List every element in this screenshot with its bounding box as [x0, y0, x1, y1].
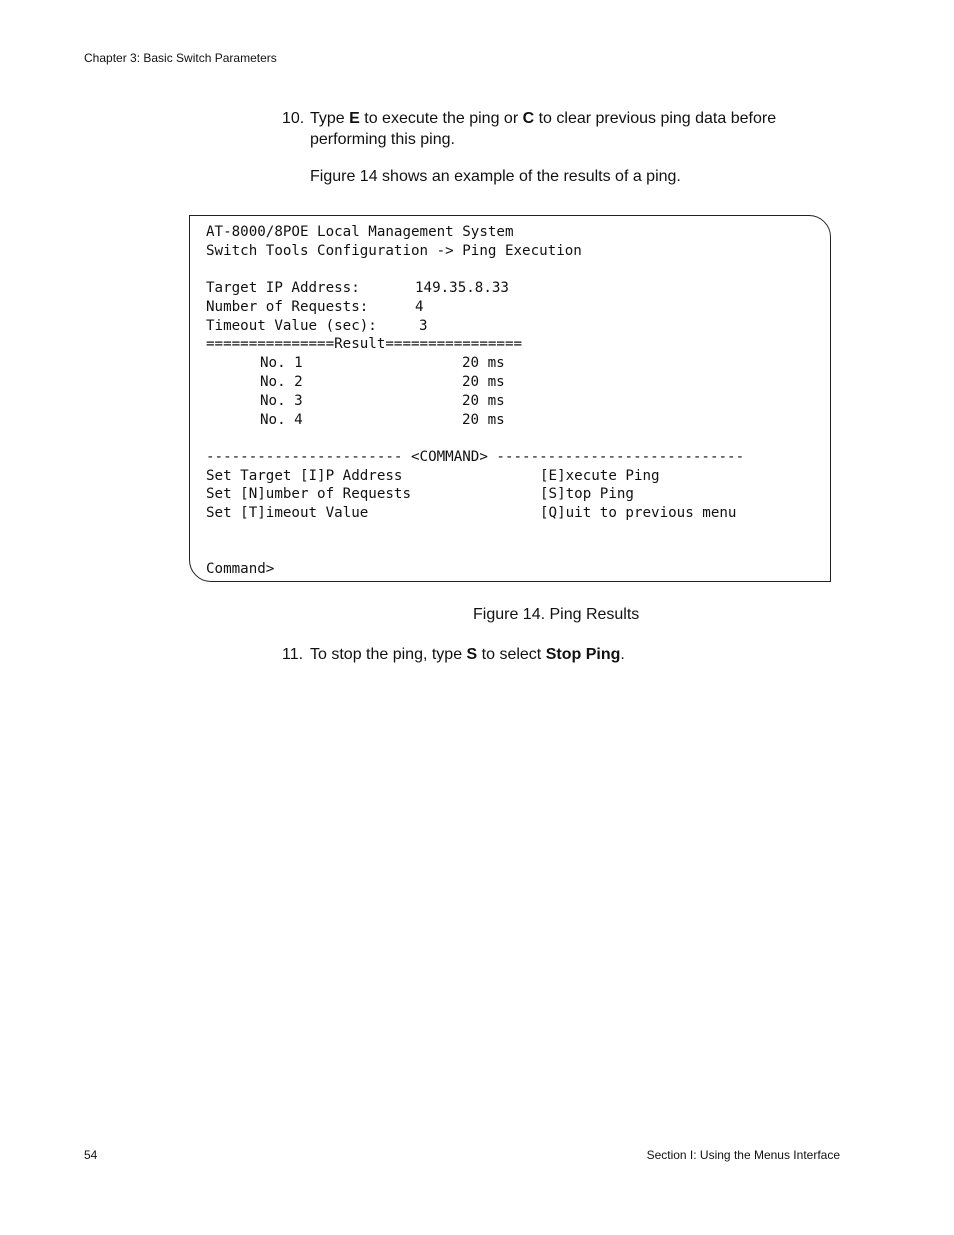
result-time: 20 ms: [462, 393, 505, 409]
command-divider: ----------------------- <COMMAND> -----------------------------: [206, 449, 745, 465]
result-divider: ===============Result================: [206, 336, 523, 352]
requests-value: 4: [415, 299, 424, 315]
result-no: No. 2: [260, 374, 303, 390]
step-10: [282, 108, 842, 150]
section-footer: Section I: Using the Menus Interface: [646, 1148, 840, 1162]
step-number: 11.: [282, 646, 304, 663]
timeout-value: 3: [419, 318, 428, 334]
menu-stop-ping[interactable]: [S]top Ping: [540, 486, 634, 502]
text-segment: to execute the ping or: [359, 110, 523, 127]
step-number: 10.: [282, 110, 305, 127]
result-no: No. 1: [260, 355, 303, 371]
terminal-subtitle: Switch Tools Configuration -> Ping Execution: [206, 243, 582, 259]
text-segment: Type: [310, 110, 350, 127]
step-text: [310, 108, 842, 150]
step-text: [310, 644, 842, 665]
terminal-title: AT-8000/8POE Local Management System: [206, 224, 514, 240]
key-e: E: [349, 110, 360, 127]
result-time: 20 ms: [462, 412, 505, 428]
result-time: 20 ms: [462, 355, 505, 371]
menu-execute-ping[interactable]: [E]xecute Ping: [540, 468, 660, 484]
menu-quit[interactable]: [Q]uit to previous menu: [540, 505, 737, 521]
figure-caption: Figure 14. Ping Results: [473, 606, 640, 623]
result-time: 20 ms: [462, 374, 505, 390]
menu-set-requests[interactable]: Set [N]umber of Requests: [206, 486, 411, 502]
result-no: No. 4: [260, 412, 303, 428]
requests-label: Number of Requests:: [206, 299, 369, 315]
page-number: 54: [84, 1148, 98, 1162]
running-header: Chapter 3: Basic Switch Parameters: [84, 51, 277, 65]
text-segment: To stop the ping, type: [310, 646, 467, 663]
result-no: No. 3: [260, 393, 303, 409]
key-s: S: [466, 646, 478, 663]
text-segment: to clear previous ping data before performing this ping.: [310, 110, 777, 148]
figure-intro: Figure 14 shows an example of the results of a ping.: [310, 168, 681, 185]
menu-set-ip[interactable]: Set Target [I]P Address: [206, 468, 403, 484]
timeout-label: Timeout Value (sec):: [206, 318, 377, 334]
menu-set-timeout[interactable]: Set [T]imeout Value: [206, 505, 369, 521]
target-ip-value: 149.35.8.33: [415, 280, 509, 296]
stop-ping-term: Stop Ping: [545, 646, 621, 663]
target-ip-label: Target IP Address:: [206, 280, 360, 296]
step-11: [282, 644, 842, 665]
text-segment: .: [620, 646, 625, 663]
terminal-screen: [189, 215, 831, 582]
text-segment: to select: [477, 646, 546, 663]
key-c: C: [522, 110, 535, 127]
command-prompt[interactable]: Command>: [206, 561, 275, 577]
